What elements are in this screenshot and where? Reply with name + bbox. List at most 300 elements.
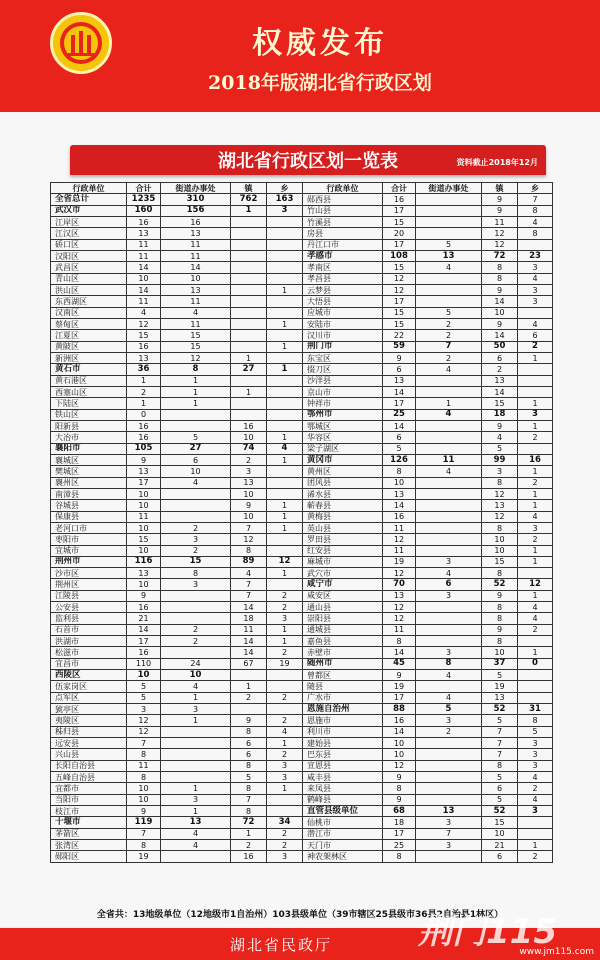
value-cell: 3	[518, 409, 553, 420]
value-cell: 17	[383, 692, 416, 703]
table-row	[303, 840, 553, 851]
value-cell	[231, 318, 267, 329]
value-cell: 3	[161, 579, 231, 590]
unit-name-cell: 监利县	[51, 613, 127, 624]
unit-name-cell: 武穴市	[303, 568, 383, 579]
value-cell	[231, 239, 267, 250]
value-cell: 8	[518, 715, 553, 726]
table-row	[51, 772, 303, 783]
value-cell: 10	[231, 432, 267, 443]
value-cell: 13	[127, 568, 161, 579]
unit-name-cell: 汉阳区	[51, 250, 127, 261]
value-cell: 4	[267, 443, 303, 454]
table-row	[51, 296, 303, 307]
value-cell: 4	[518, 318, 553, 329]
unit-name-cell: 神农架林区	[303, 851, 383, 862]
table-row	[51, 250, 303, 261]
table-row	[303, 500, 553, 511]
table-row	[51, 602, 303, 613]
value-cell: 8	[482, 613, 518, 624]
value-cell: 1	[518, 840, 553, 851]
value-cell	[231, 330, 267, 341]
table-row	[51, 205, 303, 216]
value-cell: 2	[267, 840, 303, 851]
division-table-left	[50, 182, 303, 863]
unit-name-cell: 广水市	[303, 692, 383, 703]
table-row	[303, 341, 553, 352]
value-cell: 1	[267, 454, 303, 465]
value-cell: 18	[482, 409, 518, 420]
unit-name-cell: 硚口区	[51, 239, 127, 250]
value-cell: 3	[518, 262, 553, 273]
value-cell: 2	[267, 602, 303, 613]
value-cell: 12	[127, 318, 161, 329]
value-cell	[267, 398, 303, 409]
value-cell: 10	[482, 828, 518, 839]
value-cell: 14	[482, 330, 518, 341]
value-cell: 99	[482, 454, 518, 465]
value-cell: 7	[231, 590, 267, 601]
value-cell: 12	[383, 534, 416, 545]
value-cell: 8	[482, 636, 518, 647]
value-cell: 4	[482, 432, 518, 443]
unit-name-cell: 仙桃市	[303, 817, 383, 828]
value-cell	[267, 307, 303, 318]
value-cell: 6	[482, 851, 518, 862]
value-cell: 4	[518, 613, 553, 624]
value-cell: 13	[161, 284, 231, 295]
table-row	[51, 613, 303, 624]
unit-name-cell: 铁山区	[51, 409, 127, 420]
value-cell: 1	[161, 692, 231, 703]
value-cell: 10	[127, 488, 161, 499]
value-cell: 12	[383, 273, 416, 284]
table-row	[303, 511, 553, 522]
table-row	[303, 556, 553, 567]
table-row	[51, 794, 303, 805]
value-cell: 9	[383, 772, 416, 783]
value-cell: 12	[383, 760, 416, 771]
value-cell: 12	[482, 488, 518, 499]
value-cell	[416, 624, 482, 635]
value-cell: 8	[416, 658, 482, 669]
unit-name-cell: 荆门市	[303, 341, 383, 352]
unit-name-cell: 江夏区	[51, 330, 127, 341]
table-row	[303, 624, 553, 635]
value-cell	[267, 262, 303, 273]
value-cell: 15	[127, 534, 161, 545]
value-cell: 1	[267, 738, 303, 749]
value-cell: 24	[161, 658, 231, 669]
value-cell: 15	[161, 341, 231, 352]
value-cell: 3	[518, 806, 553, 817]
table-row	[51, 284, 303, 295]
unit-name-cell: 来凤县	[303, 783, 383, 794]
table-row	[303, 273, 553, 284]
table-row	[51, 420, 303, 431]
table-row	[303, 579, 553, 590]
value-cell: 3	[518, 296, 553, 307]
watermark-url: www.jm115.com	[519, 947, 594, 957]
table-row	[51, 681, 303, 692]
value-cell: 52	[482, 704, 518, 715]
value-cell	[416, 613, 482, 624]
value-cell: 17	[127, 477, 161, 488]
value-cell	[267, 681, 303, 692]
unit-name-cell: 荆州市	[51, 556, 127, 567]
unit-name-cell: 梁子湖区	[303, 443, 383, 454]
value-cell: 14	[482, 296, 518, 307]
value-cell	[267, 579, 303, 590]
unit-name-cell: 十堰市	[51, 817, 127, 828]
value-cell: 3	[518, 749, 553, 760]
value-cell	[416, 534, 482, 545]
unit-name-cell: 通城县	[303, 624, 383, 635]
value-cell: 14	[383, 726, 416, 737]
unit-name-cell: 竹溪县	[303, 216, 383, 227]
value-cell	[518, 364, 553, 375]
value-cell: 16	[518, 454, 553, 465]
value-cell: 15	[383, 262, 416, 273]
value-cell	[161, 590, 231, 601]
table-row	[303, 613, 553, 624]
value-cell: 8	[482, 477, 518, 488]
table-row	[51, 262, 303, 273]
value-cell	[416, 681, 482, 692]
value-cell: 14	[383, 386, 416, 397]
value-cell: 8	[482, 262, 518, 273]
value-cell	[416, 511, 482, 522]
value-cell: 3	[127, 704, 161, 715]
value-cell: 15	[383, 307, 416, 318]
table-row	[303, 477, 553, 488]
value-cell: 2	[518, 477, 553, 488]
value-cell: 0	[127, 409, 161, 420]
value-cell: 1	[518, 556, 553, 567]
value-cell: 13	[482, 375, 518, 386]
value-cell: 6	[383, 364, 416, 375]
unit-name-cell: 远安县	[51, 738, 127, 749]
value-cell: 310	[161, 194, 231, 205]
value-cell	[416, 488, 482, 499]
table-row	[51, 352, 303, 363]
unit-name-cell: 阳新县	[51, 420, 127, 431]
table-row	[303, 239, 553, 250]
value-cell	[267, 352, 303, 363]
value-cell	[267, 477, 303, 488]
unit-name-cell: 鄂州市	[303, 409, 383, 420]
value-cell: 4	[518, 794, 553, 805]
value-cell	[161, 772, 231, 783]
value-cell: 9	[127, 590, 161, 601]
value-cell	[518, 636, 553, 647]
value-cell	[231, 341, 267, 352]
unit-name-cell: 保康县	[51, 511, 127, 522]
column-header: 行政单位	[303, 183, 383, 194]
value-cell: 27	[231, 364, 267, 375]
table-row	[303, 409, 553, 420]
table-row	[51, 545, 303, 556]
unit-name-cell: 枝江市	[51, 806, 127, 817]
table-row	[303, 284, 553, 295]
value-cell: 4	[416, 262, 482, 273]
value-cell: 14	[127, 624, 161, 635]
table-row	[303, 432, 553, 443]
value-cell	[267, 420, 303, 431]
value-cell: 11	[127, 760, 161, 771]
table-row	[51, 511, 303, 522]
value-cell: 11	[161, 239, 231, 250]
value-cell: 116	[127, 556, 161, 567]
table-row	[51, 568, 303, 579]
value-cell: 4	[416, 409, 482, 420]
value-cell	[518, 375, 553, 386]
value-cell: 10	[383, 749, 416, 760]
value-cell: 6	[383, 432, 416, 443]
value-cell: 8	[482, 273, 518, 284]
value-cell: 5	[127, 681, 161, 692]
table-row	[51, 670, 303, 681]
table-row	[51, 375, 303, 386]
value-cell: 20	[383, 228, 416, 239]
value-cell: 4	[416, 692, 482, 703]
value-cell: 1	[267, 284, 303, 295]
value-cell: 9	[482, 318, 518, 329]
unit-name-cell: 全省总计	[51, 194, 127, 205]
unit-name-cell: 长阳自治县	[51, 760, 127, 771]
table-row	[51, 466, 303, 477]
value-cell: 3	[267, 613, 303, 624]
value-cell: 13	[127, 466, 161, 477]
value-cell: 15	[161, 556, 231, 567]
value-cell: 10	[482, 545, 518, 556]
value-cell: 5	[416, 239, 482, 250]
value-cell: 8	[161, 364, 231, 375]
value-cell: 1	[267, 636, 303, 647]
value-cell: 11	[127, 250, 161, 261]
value-cell: 19	[267, 658, 303, 669]
value-cell: 3	[161, 704, 231, 715]
value-cell: 8	[482, 760, 518, 771]
value-cell: 12	[482, 239, 518, 250]
table-row	[303, 443, 553, 454]
value-cell: 9	[231, 500, 267, 511]
table-header-row	[51, 183, 303, 194]
value-cell	[267, 228, 303, 239]
value-cell: 12	[127, 726, 161, 737]
value-cell: 36	[127, 364, 161, 375]
table-row	[303, 726, 553, 737]
value-cell: 4	[161, 828, 231, 839]
unit-name-cell: 黄石市	[51, 364, 127, 375]
table-row	[51, 318, 303, 329]
value-cell: 12	[383, 284, 416, 295]
value-cell: 10	[127, 579, 161, 590]
value-cell: 7	[231, 522, 267, 533]
value-cell: 8	[231, 806, 267, 817]
value-cell	[416, 783, 482, 794]
value-cell	[518, 817, 553, 828]
value-cell: 3	[267, 760, 303, 771]
table-row	[51, 432, 303, 443]
value-cell: 4	[518, 511, 553, 522]
value-cell: 12	[518, 579, 553, 590]
unit-name-cell: 英山县	[303, 522, 383, 533]
column-header: 合计	[127, 183, 161, 194]
value-cell: 4	[161, 477, 231, 488]
value-cell: 12	[267, 556, 303, 567]
table-row	[51, 851, 303, 862]
value-cell: 72	[231, 817, 267, 828]
value-cell	[416, 228, 482, 239]
value-cell: 1	[267, 522, 303, 533]
unit-name-cell: 浠水县	[303, 488, 383, 499]
table-row	[51, 783, 303, 794]
table-row	[51, 228, 303, 239]
unit-name-cell: 洪山区	[51, 284, 127, 295]
unit-name-cell: 应城市	[303, 307, 383, 318]
table-row	[51, 239, 303, 250]
unit-name-cell: 兴山县	[51, 749, 127, 760]
value-cell: 1	[267, 511, 303, 522]
value-cell: 19	[127, 851, 161, 862]
value-cell: 13	[161, 817, 231, 828]
value-cell: 110	[127, 658, 161, 669]
value-cell: 23	[518, 250, 553, 261]
table-row	[51, 454, 303, 465]
value-cell: 19	[383, 556, 416, 567]
table-row	[303, 760, 553, 771]
column-header: 镇	[231, 183, 267, 194]
table-row	[51, 216, 303, 227]
unit-name-cell: 洪湖市	[51, 636, 127, 647]
value-cell: 10	[127, 670, 161, 681]
table-row	[303, 318, 553, 329]
value-cell: 10	[383, 477, 416, 488]
value-cell: 14	[231, 636, 267, 647]
value-cell: 0	[518, 658, 553, 669]
value-cell	[267, 534, 303, 545]
value-cell: 8	[383, 466, 416, 477]
value-cell: 15	[482, 817, 518, 828]
value-cell	[416, 420, 482, 431]
table-row	[51, 738, 303, 749]
unit-name-cell: 宜昌市	[51, 658, 127, 669]
table-row	[51, 692, 303, 703]
table-row	[51, 488, 303, 499]
value-cell: 119	[127, 817, 161, 828]
value-cell: 10	[127, 522, 161, 533]
value-cell: 11	[161, 250, 231, 261]
unit-name-cell: 枣阳市	[51, 534, 127, 545]
table-row	[51, 760, 303, 771]
table-row	[303, 851, 553, 862]
value-cell	[231, 409, 267, 420]
unit-name-cell: 郧阳区	[51, 851, 127, 862]
value-cell: 10	[127, 500, 161, 511]
value-cell: 3	[231, 466, 267, 477]
value-cell: 7	[231, 579, 267, 590]
table-row	[51, 534, 303, 545]
unit-name-cell: 新洲区	[51, 352, 127, 363]
column-header: 合计	[383, 183, 416, 194]
value-cell: 5	[416, 307, 482, 318]
table-row	[51, 715, 303, 726]
value-cell: 3	[416, 647, 482, 658]
value-cell	[416, 284, 482, 295]
unit-name-cell: 麻城市	[303, 556, 383, 567]
column-header: 街道办事处	[161, 183, 231, 194]
table-row	[51, 443, 303, 454]
unit-name-cell: 茅箭区	[51, 828, 127, 839]
table-row	[51, 624, 303, 635]
table-row	[51, 658, 303, 669]
value-cell: 5	[482, 670, 518, 681]
unit-name-cell: 孝感市	[303, 250, 383, 261]
value-cell: 8	[231, 760, 267, 771]
value-cell: 3	[518, 522, 553, 533]
value-cell: 8	[127, 772, 161, 783]
unit-name-cell: 江汉区	[51, 228, 127, 239]
value-cell: 3	[267, 205, 303, 216]
unit-name-cell: 大冶市	[51, 432, 127, 443]
unit-name-cell: 武昌区	[51, 262, 127, 273]
value-cell: 1	[267, 364, 303, 375]
value-cell: 52	[482, 579, 518, 590]
unit-name-cell: 松滋市	[51, 647, 127, 658]
value-cell	[518, 568, 553, 579]
value-cell: 8	[383, 636, 416, 647]
value-cell: 89	[231, 556, 267, 567]
value-cell: 1	[161, 398, 231, 409]
value-cell: 2	[518, 534, 553, 545]
value-cell: 17	[127, 636, 161, 647]
value-cell: 2	[267, 692, 303, 703]
table-row	[303, 228, 553, 239]
value-cell: 13	[161, 228, 231, 239]
value-cell: 12	[383, 568, 416, 579]
value-cell: 2	[127, 386, 161, 397]
value-cell: 156	[161, 205, 231, 216]
table-row	[303, 296, 553, 307]
value-cell: 1	[231, 352, 267, 363]
value-cell	[161, 511, 231, 522]
value-cell: 1	[267, 318, 303, 329]
value-cell: 8	[231, 545, 267, 556]
table-row	[51, 590, 303, 601]
value-cell	[231, 273, 267, 284]
unit-name-cell: 恩施自治州	[303, 704, 383, 715]
value-cell: 7	[482, 726, 518, 737]
table-row	[303, 681, 553, 692]
value-cell: 1	[416, 398, 482, 409]
value-cell	[416, 443, 482, 454]
value-cell: 7	[127, 828, 161, 839]
value-cell: 16	[161, 216, 231, 227]
table-row	[303, 658, 553, 669]
value-cell	[416, 375, 482, 386]
watermark-logo: 荆门115	[418, 912, 557, 952]
table-row	[51, 840, 303, 851]
value-cell	[161, 602, 231, 613]
unit-name-cell: 咸安区	[303, 590, 383, 601]
unit-name-cell: 宜都市	[51, 783, 127, 794]
value-cell	[416, 602, 482, 613]
value-cell: 1	[518, 647, 553, 658]
value-cell	[267, 239, 303, 250]
unit-name-cell: 直管县级单位	[303, 806, 383, 817]
table-row	[303, 454, 553, 465]
